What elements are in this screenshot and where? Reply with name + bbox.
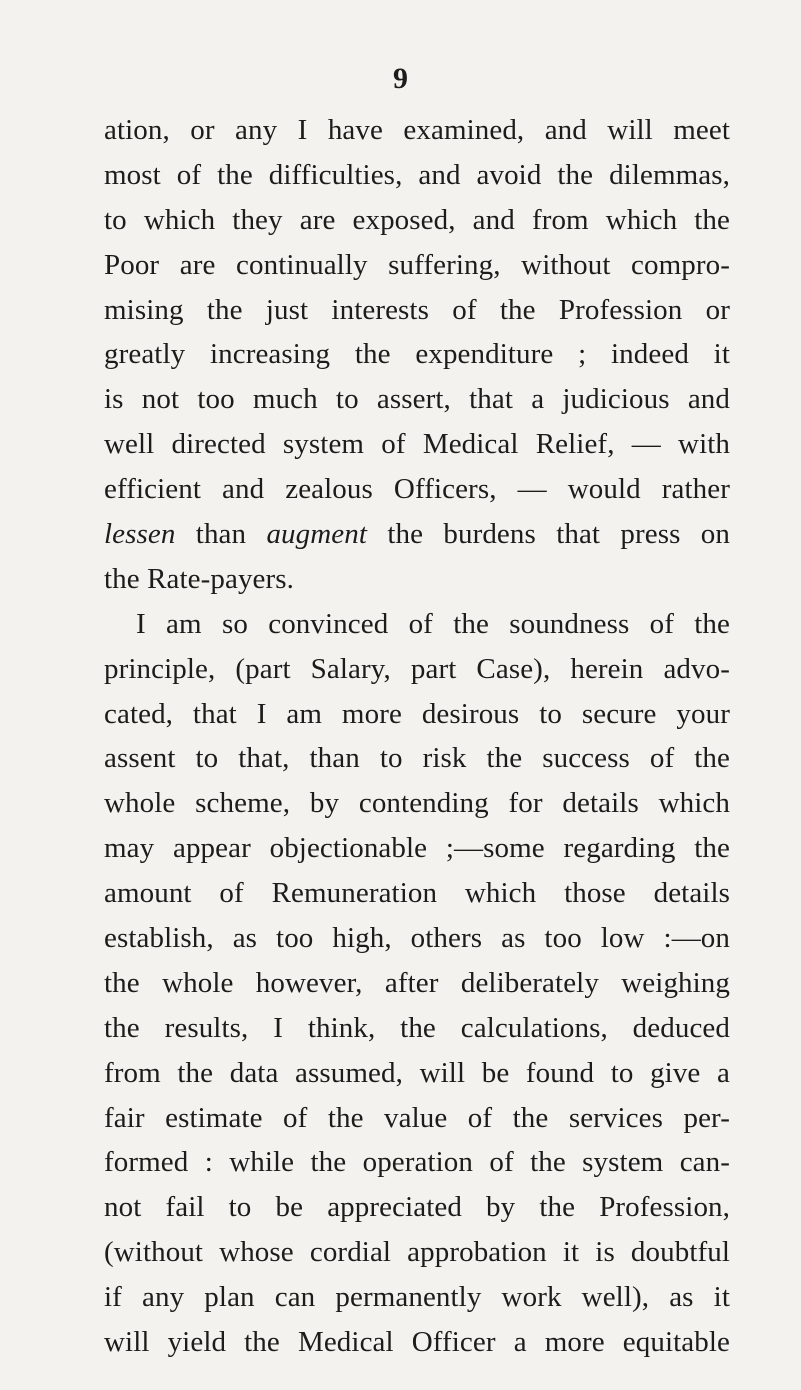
- text-line: [104, 1275, 730, 1320]
- text-line: [104, 647, 730, 692]
- text-line: [104, 826, 730, 871]
- text-line: [104, 1096, 730, 1141]
- text-line: [104, 1185, 730, 1230]
- italic-text: augment: [266, 518, 368, 551]
- line-text: cated, that I am more desirous to secure your: [104, 697, 730, 730]
- text-line: [104, 377, 730, 422]
- text-line: [104, 961, 730, 1006]
- text-line: [104, 512, 730, 557]
- text-line: [104, 602, 730, 647]
- line-text: establish, as too high, others as too low :—on: [104, 922, 730, 955]
- line-text: ation, or any I have examined, and will meet: [104, 114, 730, 146]
- line-text: is not too much to assert, that a judicious and: [104, 383, 730, 416]
- text-line: [104, 916, 730, 961]
- line-text: the Rate-payers.: [104, 562, 295, 595]
- line-text: greatly increasing the expenditure ; indeed it: [104, 338, 730, 371]
- italic-text: lessen: [104, 518, 176, 551]
- text-line: [104, 692, 730, 737]
- text-line: [104, 871, 730, 916]
- line-text: most of the difficulties, and avoid the dilemmas,: [104, 158, 730, 191]
- text-line: [104, 736, 730, 781]
- text-line: [104, 288, 730, 333]
- page-number: 9: [393, 62, 408, 95]
- line-text: I am so convinced of the soundness of the: [136, 607, 730, 640]
- text-line: [104, 781, 730, 826]
- line-text: principle, (part Salary, part Case), herein advo-: [104, 652, 730, 685]
- line-text: assent to that, than to risk the success of the: [104, 742, 730, 775]
- line-text: fair estimate of the value of the services per-: [104, 1101, 730, 1134]
- text-line: [104, 198, 730, 243]
- line-text: whole scheme, by contending for details which: [104, 787, 730, 820]
- line-text: (without whose cordial approbation it is doubtful: [104, 1236, 730, 1269]
- text-line: [104, 557, 730, 602]
- line-text: the burdens that press on: [367, 518, 730, 551]
- text-line: [104, 467, 730, 512]
- text-line: [104, 1006, 730, 1051]
- text-line: [104, 1140, 730, 1185]
- line-text: mising the just interests of the Profession or: [104, 293, 730, 326]
- text-line: [104, 243, 730, 288]
- text-line: [104, 108, 730, 153]
- line-text: Poor are continually suffering, without compro-: [104, 248, 730, 281]
- text-line: [104, 422, 730, 467]
- text-line: [104, 1320, 730, 1365]
- line-text: than: [175, 518, 267, 551]
- text-line: [104, 1051, 730, 1096]
- body-text: [104, 108, 730, 1365]
- line-text: may appear objectionable ;—some regarding the: [104, 832, 730, 865]
- line-text: amount of Remuneration which those details: [104, 877, 730, 910]
- line-text: the whole however, after deliberately weighing: [104, 966, 730, 999]
- line-text: the results, I think, the calculations, deduced: [104, 1011, 730, 1044]
- text-line: [104, 153, 730, 198]
- line-text: efficient and zealous Officers, — would rather: [104, 473, 730, 506]
- line-text: well directed system of Medical Relief, — with: [104, 428, 730, 461]
- line-text: formed : while the operation of the system can-: [104, 1146, 730, 1179]
- line-text: will yield the Medical Officer a more equitable: [104, 1326, 730, 1359]
- line-text: not fail to be appreciated by the Profession,: [104, 1191, 730, 1224]
- line-text: to which they are exposed, and from which the: [104, 203, 730, 236]
- text-line: [104, 1230, 730, 1275]
- line-text: if any plan can permanently work well), as it: [104, 1281, 730, 1314]
- line-text: from the data assumed, will be found to give a: [104, 1056, 730, 1089]
- text-line: [104, 332, 730, 377]
